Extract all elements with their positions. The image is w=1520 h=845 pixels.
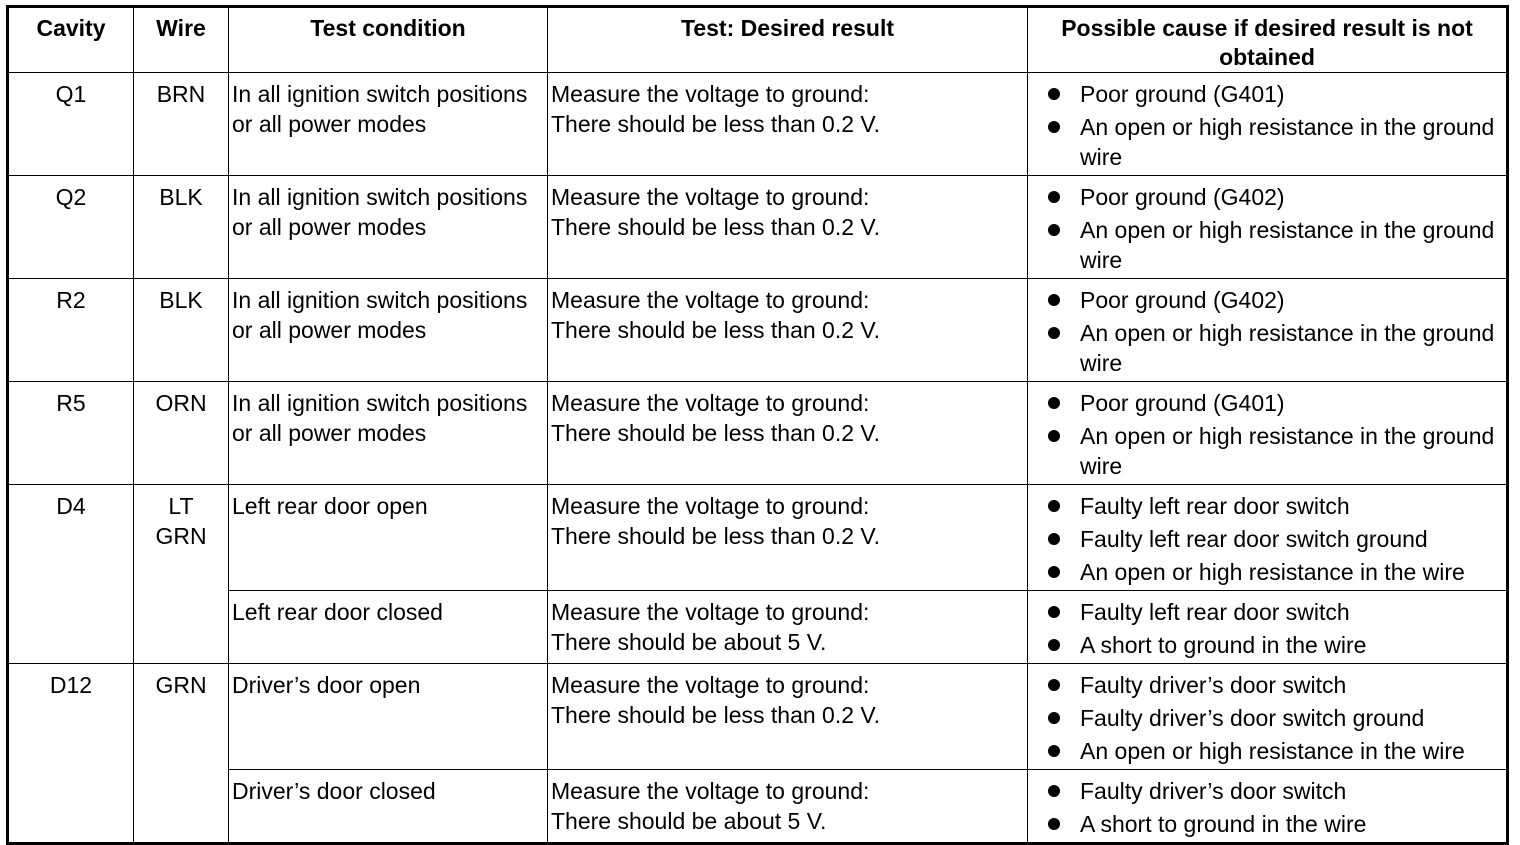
cause-cell	[1028, 176, 1508, 279]
bullet-icon	[1048, 533, 1060, 545]
table-row-d4-closed	[8, 591, 1508, 664]
cause-text: Poor ground (G401)	[1080, 81, 1285, 107]
cause-item	[1048, 182, 1506, 212]
cavity-cell: D12	[8, 664, 134, 844]
result-line: There should be less than 0.2 V.	[551, 420, 881, 446]
wire-cell: BLK	[134, 176, 229, 279]
result-line: There should be less than 0.2 V.	[551, 214, 881, 240]
bullet-icon	[1048, 500, 1060, 512]
diagnostic-table	[6, 5, 1509, 845]
table-row-d12-open	[8, 664, 1508, 770]
cause-item	[1048, 809, 1506, 839]
cause-item	[1048, 215, 1506, 275]
table-row-q1	[8, 73, 1508, 176]
header-desired-result: Test: Desired result	[548, 7, 1028, 73]
header-possible-cause: Possible cause if desired result is not obtained	[1028, 7, 1508, 73]
result-cell	[548, 279, 1028, 382]
result-cell	[548, 382, 1028, 485]
cause-item	[1048, 421, 1506, 481]
bullet-icon	[1048, 294, 1060, 306]
cause-cell	[1028, 485, 1508, 591]
condition-cell: Left rear door open	[229, 485, 548, 591]
result-line: There should be less than 0.2 V.	[551, 523, 881, 549]
result-cell	[548, 73, 1028, 176]
header-wire: Wire	[134, 7, 229, 73]
result-cell	[548, 591, 1028, 664]
result-cell	[548, 770, 1028, 844]
cause-item	[1048, 388, 1506, 418]
cause-text: Faulty left rear door switch	[1080, 493, 1350, 519]
bullet-icon	[1048, 397, 1060, 409]
cause-item	[1048, 670, 1506, 700]
cavity-cell: R2	[8, 279, 134, 382]
bullet-icon	[1048, 88, 1060, 100]
cause-item	[1048, 524, 1506, 554]
bullet-icon	[1048, 566, 1060, 578]
cause-text: An open or high resistance in the ground wire	[1080, 320, 1495, 376]
result-line: There should be less than 0.2 V.	[551, 317, 881, 343]
cause-item	[1048, 557, 1506, 587]
cause-text: A short to ground in the wire	[1080, 811, 1367, 837]
wire-cell: GRN	[134, 664, 229, 844]
result-cell	[548, 664, 1028, 770]
table-row-d12-closed	[8, 770, 1508, 844]
cause-cell	[1028, 591, 1508, 664]
cause-text: An open or high resistance in the wire	[1080, 738, 1465, 764]
bullet-icon	[1048, 712, 1060, 724]
wire-cell: BRN	[134, 73, 229, 176]
wire-cell: ORN	[134, 382, 229, 485]
condition-cell: In all ignition switch positions or all power modes	[229, 73, 548, 176]
result-line: Measure the voltage to ground:	[551, 287, 870, 313]
result-line: Measure the voltage to ground:	[551, 81, 870, 107]
wire-label: LT GRN	[155, 493, 207, 549]
cause-text: An open or high resistance in the ground wire	[1080, 217, 1495, 273]
condition-cell: Left rear door closed	[229, 591, 548, 664]
bullet-icon	[1048, 224, 1060, 236]
cause-text: Poor ground (G402)	[1080, 184, 1285, 210]
cavity-cell: Q2	[8, 176, 134, 279]
result-line: Measure the voltage to ground:	[551, 493, 870, 519]
result-line: There should be about 5 V.	[551, 629, 827, 655]
cause-cell	[1028, 382, 1508, 485]
cause-cell	[1028, 770, 1508, 844]
result-line: Measure the voltage to ground:	[551, 778, 870, 804]
cause-cell	[1028, 279, 1508, 382]
condition-cell: Driver’s door closed	[229, 770, 548, 844]
header-test-condition: Test condition	[229, 7, 548, 73]
bullet-icon	[1048, 745, 1060, 757]
table-row-q2	[8, 176, 1508, 279]
result-line: Measure the voltage to ground:	[551, 599, 870, 625]
cause-item	[1048, 112, 1506, 172]
header-cavity: Cavity	[8, 7, 134, 73]
cause-item	[1048, 285, 1506, 315]
cavity-cell: D4	[8, 485, 134, 664]
table-row-d4-open	[8, 485, 1508, 591]
cause-text: Faulty driver’s door switch	[1080, 672, 1347, 698]
cause-item	[1048, 630, 1506, 660]
cause-text: Faulty driver’s door switch ground	[1080, 705, 1425, 731]
cause-text: Faulty left rear door switch ground	[1080, 526, 1428, 552]
cause-text: An open or high resistance in the wire	[1080, 559, 1465, 585]
cavity-cell: Q1	[8, 73, 134, 176]
result-line: There should be less than 0.2 V.	[551, 702, 881, 728]
cause-text: A short to ground in the wire	[1080, 632, 1367, 658]
bullet-icon	[1048, 639, 1060, 651]
cause-item	[1048, 776, 1506, 806]
cause-cell	[1028, 73, 1508, 176]
cause-text: An open or high resistance in the ground wire	[1080, 423, 1495, 479]
condition-cell: In all ignition switch positions or all power modes	[229, 382, 548, 485]
bullet-icon	[1048, 430, 1060, 442]
cause-text: Faulty left rear door switch	[1080, 599, 1350, 625]
cause-cell	[1028, 664, 1508, 770]
cause-text: Poor ground (G401)	[1080, 390, 1285, 416]
result-line: There should be less than 0.2 V.	[551, 111, 881, 137]
cause-item	[1048, 318, 1506, 378]
result-line: Measure the voltage to ground:	[551, 390, 870, 416]
cause-text: Faulty driver’s door switch	[1080, 778, 1347, 804]
wire-cell: BLK	[134, 279, 229, 382]
result-cell	[548, 176, 1028, 279]
cause-item	[1048, 491, 1506, 521]
bullet-icon	[1048, 327, 1060, 339]
result-line: There should be about 5 V.	[551, 808, 827, 834]
cause-item	[1048, 79, 1506, 109]
wire-cell	[134, 485, 229, 664]
cause-item	[1048, 736, 1506, 766]
condition-cell: Driver’s door open	[229, 664, 548, 770]
cause-item	[1048, 597, 1506, 627]
bullet-icon	[1048, 121, 1060, 133]
table-row-r5	[8, 382, 1508, 485]
bullet-icon	[1048, 818, 1060, 830]
result-line: Measure the voltage to ground:	[551, 184, 870, 210]
bullet-icon	[1048, 606, 1060, 618]
cause-text: Poor ground (G402)	[1080, 287, 1285, 313]
header-row	[8, 7, 1508, 73]
bullet-icon	[1048, 679, 1060, 691]
result-line: Measure the voltage to ground:	[551, 672, 870, 698]
cavity-cell: R5	[8, 382, 134, 485]
condition-cell: In all ignition switch positions or all power modes	[229, 176, 548, 279]
cause-text: An open or high resistance in the ground wire	[1080, 114, 1495, 170]
result-cell	[548, 485, 1028, 591]
cause-item	[1048, 703, 1506, 733]
bullet-icon	[1048, 191, 1060, 203]
condition-cell: In all ignition switch positions or all power modes	[229, 279, 548, 382]
table-row-r2	[8, 279, 1508, 382]
bullet-icon	[1048, 785, 1060, 797]
